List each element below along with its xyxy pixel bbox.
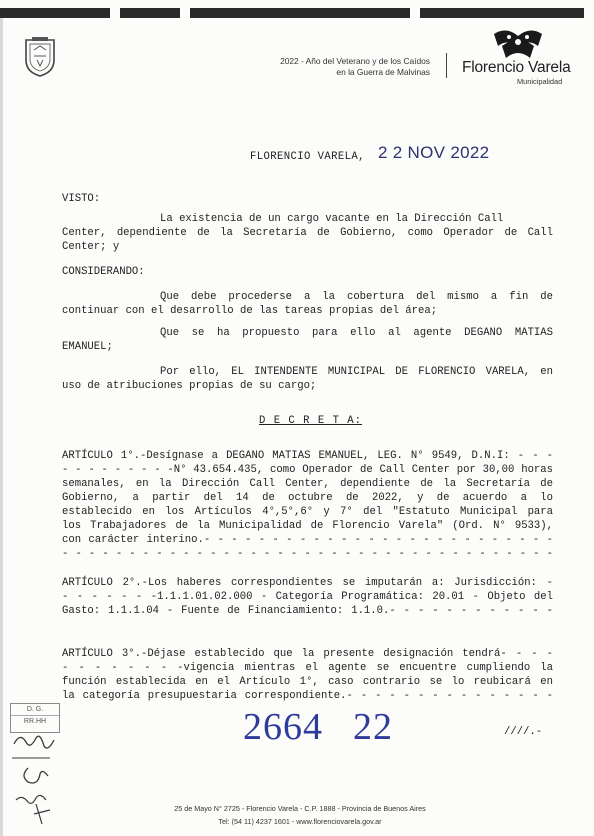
articulo-1-line: Gobierno, a partir del 14 de octubre de 2022, y de acuerdo a lo	[62, 492, 553, 504]
visto-line: La existencia de un cargo vacante en la Dirección Call	[160, 213, 504, 225]
seal-line-2: RR.HH	[23, 718, 47, 725]
motto-line-2: en la Guerra de Malvinas	[336, 66, 430, 77]
articulo-3-line: ARTÍCULO 3°.-Déjase establecido que la presente designación tendrá- - - -	[62, 648, 553, 660]
articulo-1-line: con carácter interino.- - - - - - - - - - - - - - - - - - - - - - - - - -	[62, 534, 553, 546]
footer-address: 25 de Mayo N° 2725 - Florencio Varela - C.P. 1888 - Provincia de Buenos Aires	[174, 804, 426, 813]
decree-number: 2664	[243, 706, 323, 748]
articulo-2-line: ARTÍCULO 2°.-Los haberes correspondientes se imputarán a: Jurisdicción: -	[62, 577, 553, 589]
handwritten-initials-icon	[6, 728, 66, 828]
visto-line: Center, dependiente de la Secretaría de Gobierno, como Operador de Call	[62, 227, 553, 239]
articulo-1-line: los Trabajadores de la Municipalidad de Florencio Varela" (Ord. N° 9533),	[62, 520, 553, 532]
decree-year: 22	[353, 706, 393, 748]
motto-line-1: 2022 - Año del Veterano y de los Caídos	[280, 56, 430, 66]
header-divider	[446, 53, 447, 78]
seal-line-1: D. G.	[11, 704, 59, 716]
considerando-line: Que se ha propuesto para ello al agente DEGANO MATIAS	[160, 327, 553, 339]
visto-line: Center; y	[62, 241, 120, 253]
scan-left-edge	[0, 18, 3, 836]
articulo-2-line: - - - - - - -1.1.1.01.02.000 - Categoría Programática: 20.01 - Objeto del	[62, 591, 553, 603]
articulo-1-line: ARTÍCULO 1°.-Desígnase a DEGANO MATIAS EMANUEL, LEG. N° 9549, D.N.I: - - -	[62, 450, 553, 462]
brand-subtitle: Municipalidad	[517, 77, 563, 86]
articulo-1-line: semanales, en la Dirección Call Center, dependiente de la Secretaría de	[62, 478, 553, 490]
articulo-3-line: - - - - - - - -vigencia mientras el agente se encuentre cumpliendo la	[62, 662, 553, 674]
considerando-line: continuar con el desarrollo de las tareas propias del área;	[62, 305, 438, 317]
brand-name: Florencio Varela	[462, 59, 571, 76]
commemorative-motto	[200, 56, 430, 77]
articulo-2-line: Gasto: 1.1.1.04 - Fuente de Financiamiento: 1.1.0.- - - - - - - - - - - -	[62, 605, 553, 617]
footer-contact: Tel: (54 11) 4237 1601 - www.florenciovarela.gov.ar	[218, 817, 382, 826]
considerando-line: Por ello, EL INTENDENTE MUNICIPAL DE FLORENCIO VARELA, en	[160, 366, 553, 378]
articulo-1-line: establecido en los Artículos 4°,5°,6° y 7° del "Estatuto Municipal para	[62, 506, 553, 518]
page-footer	[150, 802, 450, 828]
articulo-3-line: función establecida en el Artículo 1°, caso contrario se lo reubicará en	[62, 676, 553, 688]
scan-top-bar	[0, 8, 594, 18]
decree-number-stamp	[243, 705, 393, 749]
considerando-line: uso de atribuciones propias de su cargo;	[62, 380, 317, 392]
florencio-varela-logo-icon	[492, 26, 544, 60]
articulo-1-line: - - - - - - - - - - - - - - - - - - - - - - - - - - - - - - - - - - - - -	[62, 548, 553, 560]
considerando-line: Que debe procederse a la cobertura del mismo a fin de	[160, 291, 553, 303]
date-stamp: 2 2 NOV 2022	[378, 143, 490, 162]
considerando-heading: CONSIDERANDO:	[62, 266, 145, 278]
visto-heading: VISTO:	[62, 193, 101, 205]
considerando-line: EMANUEL;	[62, 341, 113, 353]
continuation-mark: ////.-	[504, 726, 543, 738]
coat-of-arms-icon	[22, 36, 58, 78]
decreta-heading: D E C R E T A:	[259, 415, 363, 427]
articulo-3-line: la categoría presupuestaria correspondiente.- - - - - - - - - - - - - - -	[62, 690, 553, 702]
place-label: FLORENCIO VARELA,	[250, 151, 365, 163]
articulo-1-line: - - - - - - - - -N° 43.654.435, como Operador de Call Center por 30,00 horas	[62, 464, 553, 476]
